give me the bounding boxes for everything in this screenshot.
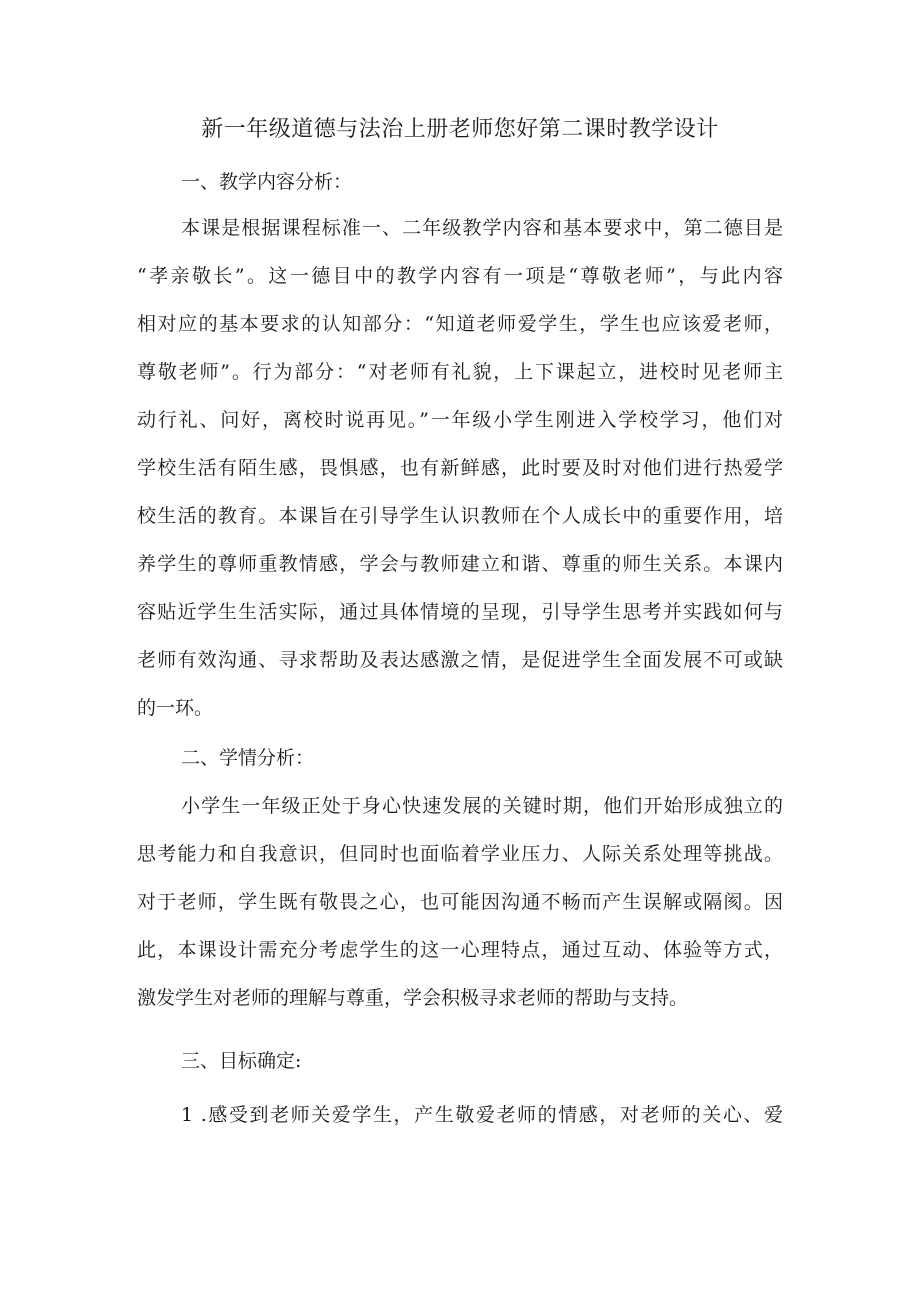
paragraph-line: 学校生活有陌生感，畏惧感，也有新鲜感，此时要及时对他们进行热爱学 — [137, 457, 783, 479]
section-heading-objectives: 三、目标确定: — [181, 1050, 302, 1072]
document-title: 新一年级道德与法治上册老师您好第二课时教学设计 — [201, 117, 719, 142]
paragraph-line: 此，本课设计需充分考虑学生的这一心理特点，通过互动、体验等方式， — [137, 939, 783, 961]
paragraph-line: 对于老师，学生既有敬畏之心，也可能因沟通不畅而产生误解或隔阂。因 — [137, 891, 783, 913]
paragraph-line: “孝亲敬长”。这一德目中的教学内容有一项是“尊敬老师”，与此内容 — [137, 265, 783, 287]
paragraph-line: 尊敬老师”。行为部分：“对老师有礼貌，上下课起立，进校时见老师主 — [137, 361, 783, 383]
paragraph-line: 校生活的教育。本课旨在引导学生认识教师在个人成长中的重要作用，培 — [137, 505, 783, 527]
paragraph-line: 思考能力和自我意识，但同时也面临着学业压力、人际关系处理等挑战。 — [137, 843, 783, 865]
paragraph-line: 的一环。 — [137, 697, 214, 719]
section-heading-learner-analysis: 二、学情分析： — [181, 747, 315, 769]
paragraph-line: 老师有效沟通、寻求帮助及表达感激之情，是促进学生全面发展不可或缺 — [137, 649, 783, 671]
paragraph-line: 1 .感受到老师关爱学生，产生敬爱老师的情感，对老师的关心、爱 — [181, 1104, 783, 1126]
paragraph-line: 小学生一年级正处于身心快速发展的关键时期，他们开始形成独立的 — [181, 795, 783, 817]
paragraph-line: 激发学生对老师的理解与尊重，学会积极寻求老师的帮助与支持。 — [137, 987, 689, 1009]
paragraph-line: 养学生的尊师重教情感，学会与教师建立和谐、尊重的师生关系。本课内 — [137, 553, 783, 575]
paragraph-line: 容贴近学生生活实际，通过具体情境的呈现，引导学生思考并实践如何与 — [137, 601, 783, 623]
section-heading-content-analysis: 一、教学内容分析： — [181, 171, 353, 193]
paragraph-line: 本课是根据课程标准一、二年级教学内容和基本要求中，第二德目是 — [181, 217, 783, 239]
paragraph-line: 相对应的基本要求的认知部分：“知道老师爱学生，学生也应该爱老师， — [137, 313, 783, 335]
paragraph-line: 动行礼、问好，离校时说再见。”一年级小学生刚进入学校学习，他们对 — [137, 409, 783, 431]
